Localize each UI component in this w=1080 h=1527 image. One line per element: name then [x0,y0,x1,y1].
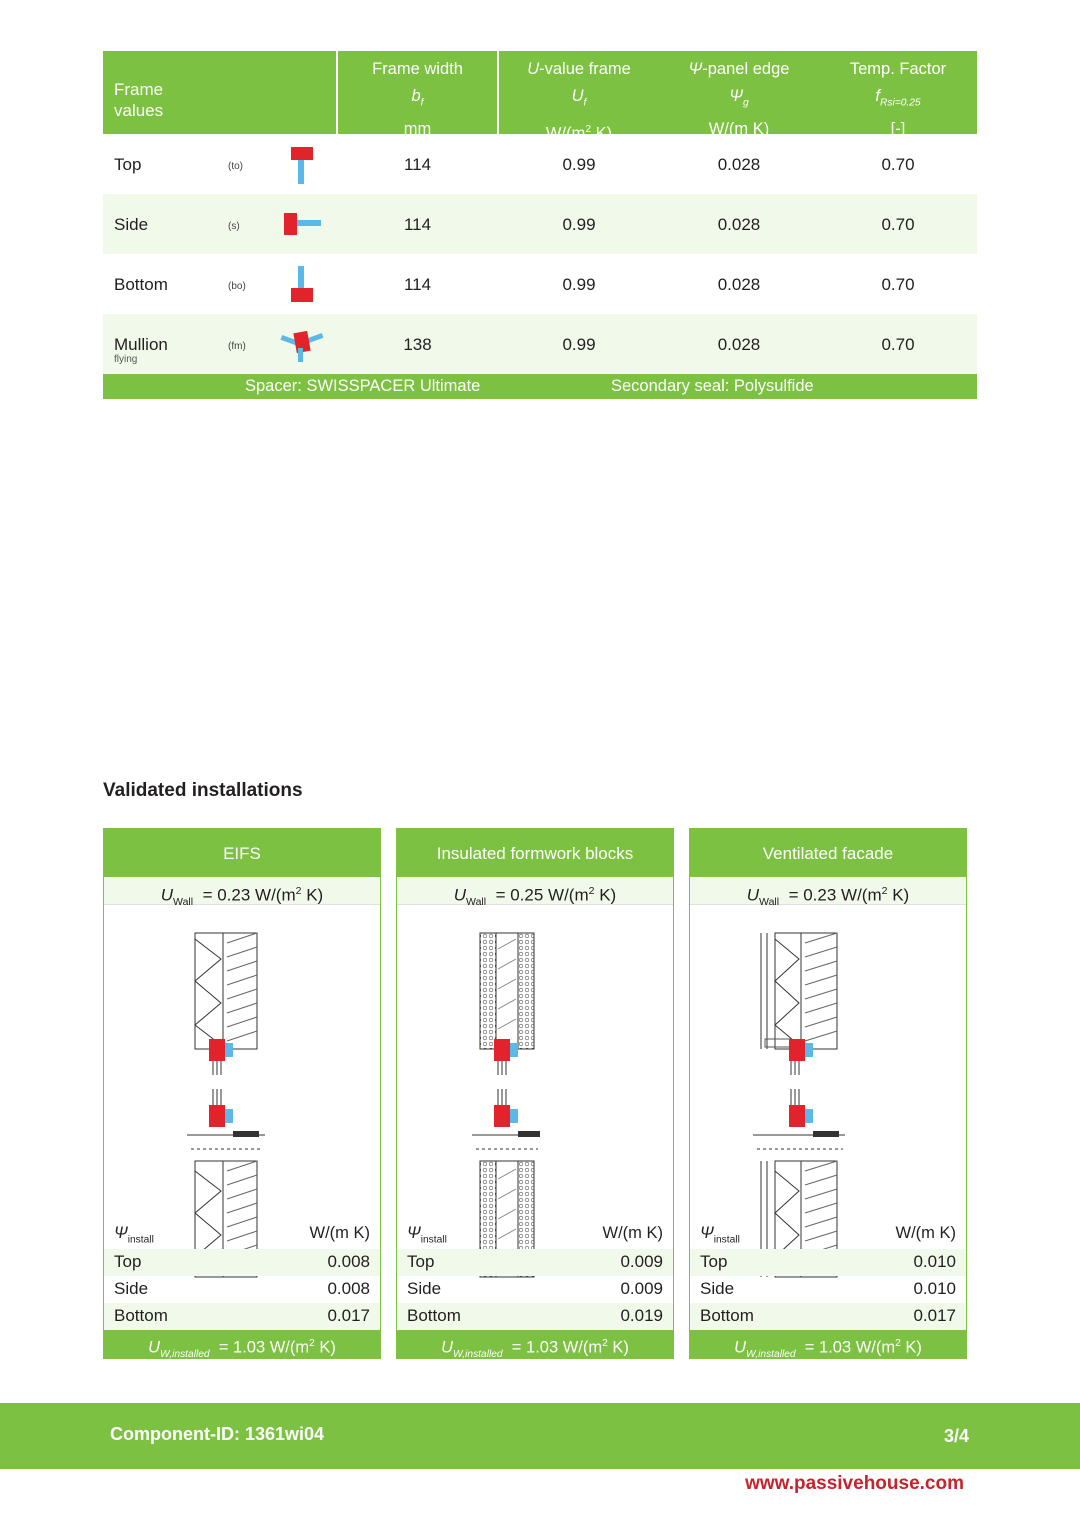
psi-g-value: 0.028 [717,215,761,234]
psi-g-value: 0.028 [717,275,761,294]
frame-width-value: 114 [403,215,432,234]
u-wall-value: $U_{Wall} = 0.23$ $W/(m^2$ K) [690,877,966,905]
frame-top-icon [278,146,326,186]
installation-panel-ventilated [689,828,967,1359]
uf-value: 0.99 [562,215,596,234]
uf-value: 0.99 [562,335,596,354]
table-row [103,254,977,314]
temp-factor-value: 0.70 [881,215,915,234]
psi-row: Side 0.009 [407,1279,663,1298]
table-row [103,314,977,374]
panel-title: Ventilated facade [690,829,966,877]
uf-value: 0.99 [562,275,596,294]
website-link[interactable]: www.passivehouse.com [745,1473,964,1494]
panel-title: Insulated formwork blocks [397,829,673,877]
psi-install-header: $\Psi_{install}$ W/(m K) [700,1224,956,1246]
frame-values-label: Frame values [114,80,164,120]
psi-panel-edge-header: Ψ-panel edge $\Psi_g$ W/(m K) [688,60,790,139]
frame-width-value: 114 [403,155,432,174]
frame-width-value: 138 [403,335,432,354]
row-name: Side [114,215,149,234]
uf-value: 0.99 [562,155,596,174]
section-title: Validated installations [103,780,303,801]
row-abbr: (s) [228,221,240,232]
temp-factor-value: 0.70 [881,275,915,294]
psi-row: Bottom 0.017 [690,1303,966,1330]
row-subname: flying [114,354,138,365]
row-name: Bottom [114,275,168,294]
psi-row: Top 0.009 [397,1249,673,1276]
u-wall-value: $U_{Wall} = 0.25$ $W/(m^2$ K) [397,877,673,905]
table-row [103,134,977,194]
row-name: Top [114,155,142,174]
frame-values-table [103,51,977,399]
row-abbr: (to) [228,161,243,172]
psi-install-header: $\Psi_{install}$ W/(m K) [407,1224,663,1246]
uw-installed-value: $U_{W,installed} = 1.03$ $W/(m^2$ K) [104,1330,380,1358]
psi-row: Side 0.008 [114,1279,370,1298]
component-id: Component-ID: 1361wi04 [110,1424,325,1444]
frame-side-icon [278,206,326,246]
row-abbr: (fm) [228,341,246,352]
uw-installed-value: $U_{W,installed} = 1.03$ $W/(m^2$ K) [690,1330,966,1358]
secondary-seal-note: Secondary seal: Polysulfide [611,377,814,395]
frame-table-footer [103,374,977,399]
installation-panel-eifs [103,828,381,1359]
frame-table-header [103,51,977,143]
frame-width-value: 114 [403,275,432,294]
psi-row: Bottom 0.017 [104,1303,380,1330]
row-abbr: (bo) [228,281,246,292]
installation-panel-formwork [396,828,674,1359]
u-value-frame-header: U-value frame $U_f$ $W/(m^2$ K) [527,60,631,143]
psi-row: Bottom 0.019 [397,1303,673,1330]
temp-factor-value: 0.70 [881,155,915,174]
uw-installed-value: $U_{W,installed} = 1.03$ $W/(m^2$ K) [397,1330,673,1358]
frame-width-header: Frame width $b_f$ mm [372,60,463,139]
psi-install-header: $\Psi_{install}$ W/(m K) [114,1224,370,1246]
page-number: 3/4 [943,1426,969,1446]
row-name: Mullion [114,335,168,354]
psi-row: Top 0.010 [690,1249,966,1276]
temp-factor-value: 0.70 [881,335,915,354]
u-wall-value: $U_{Wall} = 0.23$ $W/(m^2$ K) [104,877,380,905]
psi-g-value: 0.028 [717,155,761,174]
psi-g-value: 0.028 [717,335,761,354]
panel-title: EIFS [104,829,380,877]
temp-factor-header: Temp. Factor $f_{Rsi=0.25}$ [-] [849,60,947,139]
psi-row: Side 0.010 [700,1279,956,1298]
footer-bar [0,1403,1080,1469]
frame-bottom-icon [278,266,326,306]
spacer-note: Spacer: SWISSPACER Ultimate [245,377,481,395]
table-row [103,194,977,254]
frame-mullion-icon [278,326,326,366]
psi-row: Top 0.008 [104,1249,380,1276]
